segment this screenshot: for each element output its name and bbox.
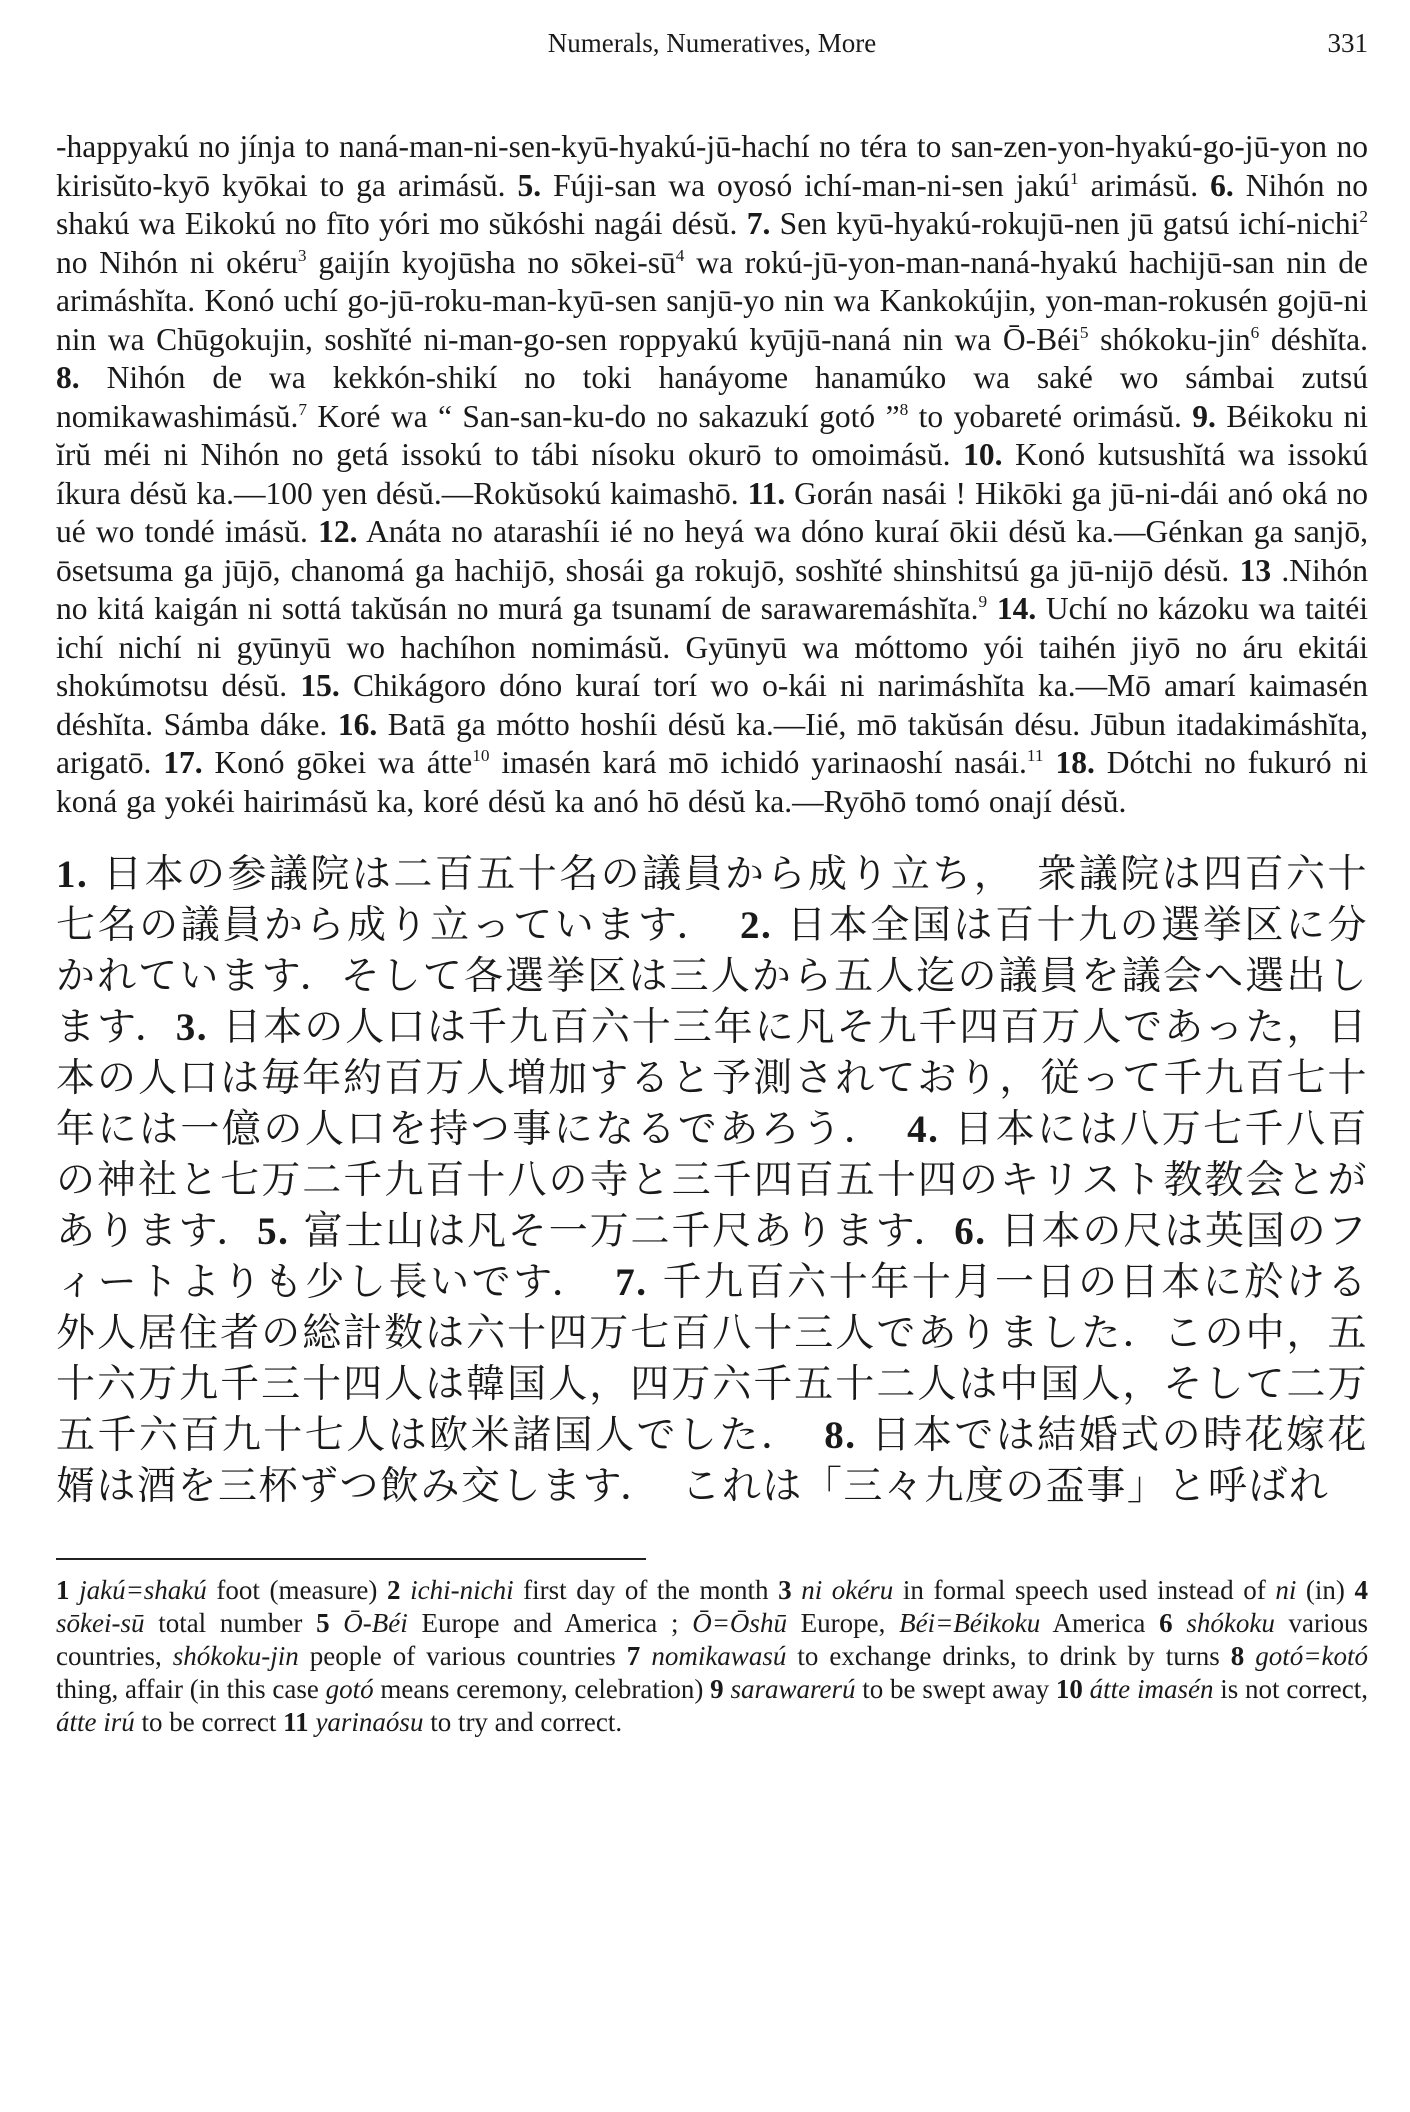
kanji-sentence: 日本の人口は千九百六十三年に凡そ九千四百万人であった，日本の人口は毎年約百万人増加すると予測されており，従って千九百七十年には一億の人口を持つ事になるであろう． <box>56 1005 1368 1152</box>
footnote-term: sōkei-sū <box>56 1608 145 1638</box>
sentence-number: 7. <box>615 1261 648 1304</box>
footnote-definition: America <box>1040 1608 1160 1638</box>
footnotes <box>56 1574 1368 1739</box>
footnote-term: gotó <box>325 1674 374 1704</box>
footnote-definition: first day of the month <box>513 1575 779 1605</box>
footnote-ref: 6 <box>1250 322 1260 342</box>
footnote-number: 2 <box>387 1575 401 1605</box>
footnote-number: 1 <box>56 1575 70 1605</box>
romaji-sentence: Chikágoro dóno kuraí torí wo o-kái ni narimáshĭta ka.—Mō amarí kaimasén déshĭta. Sámba dáke. <box>56 668 1368 742</box>
footnote-number: 7 <box>626 1641 641 1671</box>
sentence-number: 5. <box>517 167 542 203</box>
romaji-sentence: Batā ga mótto hoshíi désŭ ka.—Iié, mō takŭsán désu. Jūbun itadakimáshĭta, arigatō. <box>56 706 1368 780</box>
footnote-definition: foot (measure) <box>206 1575 388 1605</box>
footnote-term: átte irú <box>56 1707 135 1737</box>
footnote-term: átte imasén <box>1089 1674 1214 1704</box>
romaji-sentence: Nihón no shakú wa Eikokú no fīto yóri mo sŭkóshi nagái désŭ. <box>56 167 1368 241</box>
footnote-ref: 1 <box>1069 168 1079 188</box>
kanji-sentence: 日本全国は百十九の選挙区に分かれています．そして各選挙区は三人から五人迄の議員を議会へ選出します． <box>56 903 1368 1050</box>
footnote-ref: 4 <box>675 245 685 265</box>
romaji-sentence: Konó kutsushĭtá wa issokú íkura désŭ ka.—100 yen désŭ.—Rokŭsokú kaimashō. <box>56 437 1368 511</box>
kanji-sentence: 日本の尺は英国のフィートよりも少し長いです． <box>56 1209 1369 1305</box>
chapter-title: Numerals, Numeratives, More <box>547 28 877 58</box>
footnote-term: ni okéru <box>801 1575 894 1605</box>
book-page <box>56 24 1368 1739</box>
romaji-sentence: to yobareté orimásŭ. <box>908 398 1193 434</box>
footnote-number: 11 <box>283 1707 309 1737</box>
sentence-number: 15. <box>300 668 340 703</box>
footnote-definition: to exchange drinks, to drink by turns <box>786 1641 1231 1671</box>
footnote-ref: 8 <box>899 399 909 419</box>
footnote-ref: 2 <box>1359 206 1368 226</box>
footnote-ref: 10 <box>472 745 490 765</box>
sentence-number: 17. <box>163 745 203 780</box>
sentence-number: 6. <box>1210 167 1234 203</box>
footnote-term: jakú=shakú <box>79 1575 207 1605</box>
romaji-sentence: Dótchi no fukuró ni koná ga yokéi hairimásŭ ka, koré désŭ ka anó hō désŭ ka.—Ryōhō tomó onají désŭ. <box>56 745 1369 819</box>
footnote-definition: (in) <box>1296 1575 1355 1605</box>
footnote-term: sarawarerú <box>730 1674 856 1704</box>
sentence-number: 14. <box>996 591 1037 626</box>
kanji-sentence: 日本では結婚式の時花嫁花婿は酒を三杯ずつ飲み交します． これは「三々九度の盃事」と呼ばれ <box>56 1413 1368 1509</box>
running-header <box>56 24 1368 68</box>
sentence-number: 7. <box>746 206 771 241</box>
japanese-translation-text <box>56 849 1368 1512</box>
footnote-ref: 3 <box>297 245 307 265</box>
footnote-definition: Europe and America ; <box>407 1608 693 1638</box>
kanji-sentence: 日本の参議院は二百五十名の議員から成り立ち， 衆議院は四百六十七名の議員から成り立っています． <box>56 852 1368 948</box>
footnote-term: nomikawasú <box>651 1641 787 1671</box>
footnote-term: Ō=Ōshū <box>692 1608 787 1638</box>
footnote-term: shókoku-jin <box>172 1641 299 1671</box>
romaji-paragraph <box>56 128 1368 821</box>
sentence-number: 6. <box>954 1210 987 1253</box>
footnote-term: ichi-nichi <box>410 1575 514 1605</box>
footnote-number: 9 <box>710 1674 724 1704</box>
sentence-number: 8. <box>56 360 80 395</box>
footnote-term: Ō-Béi <box>343 1608 408 1638</box>
sentence-number: 11. <box>747 475 786 511</box>
romaji-sentence: Nihón de wa kekkón-shikí no toki hanáyome hanamúko wa saké wo sámbai zutsú nomikawashimásŭ. <box>56 360 1368 434</box>
footnote-definition: to be swept away <box>855 1674 1056 1704</box>
romaji-sentence: Béikoku ni ĭrŭ méi ni Nihón no getá issokú to tábi nísoku okurō to omoimásŭ. <box>56 398 1369 472</box>
sentence-number: 2. <box>739 904 773 947</box>
romaji-sentence: Konó gōkei wa átte <box>202 745 473 780</box>
kanji-sentence: 日本には八万七千八百の神社と七万二千九百十八の寺と三千四百五十四のキリスト教教会とがあります． <box>56 1107 1368 1254</box>
footnote-ref: 9 <box>978 591 988 611</box>
kanji-sentence: 千九百六十年十月一日の日本に於ける外人居住者の総計数は六十四万七百八十三人でありました．この中，五十六万九千三十四人は韓国人，四万六千五十二人は中国人，そして二万五千六百九十七人は欧米諸国人でした． <box>56 1260 1368 1458</box>
kanji-paragraph <box>56 849 1368 1512</box>
romaji-sentence: gaijín kyojūsha no sōkei-sū <box>306 244 676 280</box>
sentence-number: 16. <box>337 706 378 742</box>
footnote-definition: to be correct <box>134 1707 284 1737</box>
sentence-number: 1. <box>56 853 89 896</box>
romaji-sentence: wa rokú-jū-yon-man-naná-hyakú hachijū-san nin de arimáshĭta. Konó uchí go-jū-roku-man-kyū-sen sanjū-yo nin wa Kankokújin, yon-man-rokusén gojū-ni nin wa Chūgokujin, soshĭté ni-man-go-sen roppyakú kyūjū-naná nin wa Ō-Béi <box>56 244 1368 357</box>
footnote-definition: to try and correct. <box>423 1707 623 1737</box>
footnote-number: 3 <box>778 1575 792 1605</box>
romaji-sentence: déshĭta. <box>1259 321 1368 357</box>
footnote-number: 6 <box>1159 1608 1173 1638</box>
footnote-term: Béi=Béikoku <box>899 1608 1041 1638</box>
sentence-number: 12. <box>318 514 358 549</box>
sentence-number: 3. <box>175 1006 208 1049</box>
romaji-sentence: no Nihón ni okéru <box>56 244 298 280</box>
footnote-ref: 7 <box>298 399 307 419</box>
romaji-sentence: Koré wa “ San-san-ku-do no sakazukí gotó ” <box>307 398 900 434</box>
footnote-number: 8 <box>1230 1641 1245 1671</box>
footnote-term: ni <box>1275 1575 1297 1605</box>
romaji-sentence: .Nihón no kitá kaigán ni sottá takŭsán no murá ga tsunamí de sarawaremáshĭta. <box>56 552 1368 626</box>
footnote-definition: in formal speech used instead of <box>893 1575 1276 1605</box>
sentence-number: 8. <box>824 1414 857 1457</box>
kanji-sentence: 富士山は凡そ一万二千尺あります． <box>289 1209 955 1254</box>
footnote-definition: Europe, <box>786 1608 900 1638</box>
sentence-number: 18. <box>1055 745 1095 780</box>
footnote-number: 4 <box>1354 1575 1368 1605</box>
footnote-number: 5 <box>316 1608 330 1638</box>
sentence-number: 5. <box>257 1210 290 1253</box>
footnote-definition: thing, affair (in this case <box>56 1674 326 1704</box>
footnote-ref: 11 <box>1026 745 1044 765</box>
romaji-sentence <box>987 591 997 626</box>
sentence-number: 4. <box>907 1108 940 1151</box>
footnote-term: shókoku <box>1186 1608 1275 1638</box>
romaji-sentence <box>1044 745 1056 780</box>
footnote-term: gotó=kotó <box>1255 1641 1368 1671</box>
romaji-sentence: Gorán nasái ! Hikōki ga jū-ni-dái anó oká no ué wo tondé imásŭ. <box>56 475 1368 549</box>
sentence-number: 9. <box>1192 398 1216 434</box>
footnote-term: yarinaósu <box>315 1707 424 1737</box>
footnote-definition: total number <box>144 1608 317 1638</box>
page-number: 331 <box>1327 28 1368 58</box>
sentence-number: 13 <box>1239 552 1272 588</box>
footnote-paragraph <box>56 1574 1368 1739</box>
sentence-number: 10. <box>963 437 1003 472</box>
footnote-definition: is not correct, <box>1213 1674 1369 1704</box>
footnote-ref: 5 <box>1079 322 1089 342</box>
romaji-sentence: Sen kyū-hyakú-rokujū-nen jū gatsú ichí-nichi <box>770 206 1360 241</box>
romaji-sentence: Uchí no kázoku wa taitéi ichí nichí ni gyūnyū wo hachíhon nomimásŭ. Gyūnyū wa móttomo yói taihén jiyō no áru ekitái shokúmotsu désŭ. <box>56 591 1369 703</box>
footnote-definition: people of various countries <box>298 1641 627 1671</box>
romaji-sentence: shókoku-jin <box>1088 321 1251 357</box>
footnote-number: 10 <box>1055 1674 1083 1704</box>
footnote-divider <box>56 1558 646 1560</box>
footnote-definition: various countries, <box>56 1608 1369 1671</box>
footnote-definition: means ceremony, celebration) <box>373 1674 711 1704</box>
romaji-sentence: imasén kará mō ichidó yarinaoshí nasái. <box>489 745 1027 780</box>
romaji-sentence: Anáta no atarashíi ié no heyá wa dóno kuraí ōkii désŭ ka.—Génkan ga sanjō, ōsetsuma ga jūjō, chanomá ga hachijō, shosái ga rokujō, soshĭté shinshitsú ga jū-nijō désŭ. <box>56 514 1368 588</box>
romaji-sentence: Fúji-san wa oyosó ichí-man-ni-sen jakú <box>541 167 1070 203</box>
romaji-exercise-text <box>56 128 1368 821</box>
romaji-sentence: -happyakú no jínja to naná-man-ni-sen-kyū-hyakú-jū-hachí no téra to san-zen-yon-hyakú-go-jū-yon no kirisŭto-kyō kyōkai to ga arimásŭ. <box>56 129 1368 203</box>
romaji-sentence: arimásŭ. <box>1078 167 1211 203</box>
